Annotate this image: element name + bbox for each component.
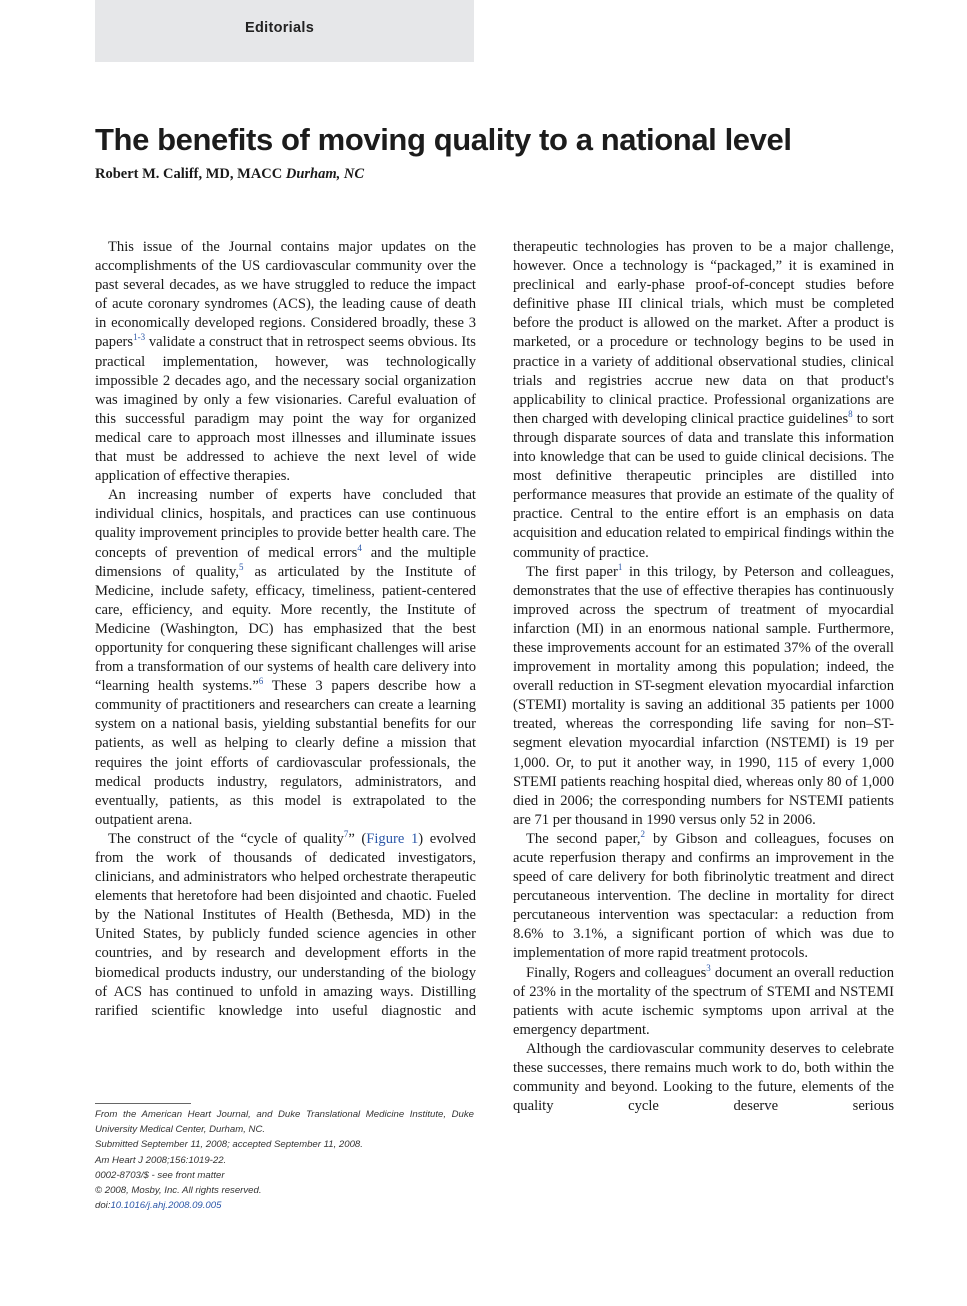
affiliation-note: From the American Heart Journal, and Duke Translational Medicine Institute, Duke University Medical Center, Durham, NC. bbox=[95, 1109, 474, 1136]
section-header-tab bbox=[95, 0, 474, 62]
reference-citation[interactable]: 4 bbox=[357, 542, 362, 553]
issn-note: 0002-8703/$ - see front matter bbox=[95, 1169, 225, 1181]
author-location: Durham, NC bbox=[285, 166, 365, 182]
byline bbox=[95, 166, 364, 183]
section-label: Editorials bbox=[245, 20, 315, 36]
reference-citation[interactable]: 7 bbox=[343, 829, 349, 840]
paragraph: Finally, Rogers and colleagues$^3$ document an overall reduction of 23% in the mortality of the spectrum of STEMI and NSTEMI patients with acute ischemic symptoms upon arrival at the emergency department. bbox=[513, 962, 894, 1038]
body-column-right bbox=[513, 238, 894, 1116]
paragraph: The construct of the “cycle of quality$^7$” (Figure 1) evolved from the work of thousands of dedicated investigators, clinicians, and administrators who helped orchestrate therapeutic elements that heretofore had been disjointed and chaotic. Fueled by the National Institutes of Health (Bethesda, MD) in the United States, by publicly funded science agencies in other countries, and by research and development efforts in the biomedical products industry, our understanding of the biology of ACS has continued to unfold in amazing ways. Distilling rarified scientific knowledge into useful diagnostic and bbox=[95, 829, 476, 1019]
author-name: Robert M. Califf, MD, MACC bbox=[95, 166, 283, 182]
submission-note: Submitted September 11, 2008; accepted September 11, 2008. bbox=[95, 1139, 363, 1151]
citation-note: Am Heart J 2008;156:1019-22. bbox=[95, 1154, 227, 1166]
paragraph: The first paper$^1$ in this trilogy, by Peterson and colleagues, demonstrates that the use of effective therapies has continuously improved across the spectrum of treatment of myocardial infarction (MI) in an enormous national sample. Furthermore, these improvements account for an estimated 37% of the overall improvement in mortality among this population; indeed, the overall reduction in ST-segment elevation myocardial infarction (STEMI) mortality is saving an additional 35 patients per 1000 treated, whereas the corresponding life saving for non–ST-segment elevation myocardial infarction (NSTEMI) is 19 per 1,000. Or, to put it another way, in 1990, 115 of every 1,000 STEMI patients reaching hospital died, whereas only 80 of 1,000 died in 2006; the corresponding numbers for NSTEMI patients are 71 per thousand in 1990 versus only 52 in 2006. bbox=[513, 561, 894, 828]
reference-citation[interactable]: 1 bbox=[617, 561, 623, 572]
reference-citation[interactable]: 3 bbox=[706, 962, 711, 973]
reference-citation[interactable]: 6 bbox=[258, 676, 264, 687]
article-title: The benefits of moving quality to a national level bbox=[95, 122, 792, 157]
body-column-left bbox=[95, 238, 476, 1021]
paragraph: This issue of the Journal contains major updates on the accomplishments of the US cardiovascular community over the past several decades, as we have struggled to reduce the impact of acute coronary syndromes (ACS), the leading cause of death in economically developed regions. Considered broadly, these 3 papers$^{1-3}$ validate a construct that in retrospect seems obvious. Its practical implementation, however, was technologically impossible 2 decades ago, and the necessary social organization was imagined by only a few visionaries. Careful evaluation of this successful paradigm may point the way for organized medical care to approach most illnesses and illuminate issues that must be addressed to achieve the next level of wide application of effective therapies. bbox=[95, 239, 476, 485]
reference-citation[interactable]: 2 bbox=[640, 829, 646, 840]
paragraph: The second paper,$^2$ by Gibson and colleagues, focuses on acute reperfusion therapy and confirms an improvement in the speed of care delivery for both fibrinolytic treatment and direct percutaneous intervention. The decline in mortality for direct percutaneous intervention was spectacular: a reduction from 8.6% to 3.1%, a significant portion of which was due to implementation of more rapid treatment protocols. bbox=[513, 829, 894, 962]
paragraph: Although the cardiovascular community deserves to celebrate these successes, there remains much work to do, both within the community and beyond. Looking to the future, elements of the quality cycle deserve serious bbox=[513, 1040, 894, 1115]
paragraph: An increasing number of experts have concluded that individual clinics, hospitals, and practices can use continuous quality improvement principles to provide better health care. The concepts of prevention of medical errors$^4$ and the multiple dimensions of quality,$^5$ as articulated by the Institute of Medicine, include safety, efficacy, timeliness, patient-centered care, efficiency, and equity. More recently, the Institute of Medicine (Washington, DC) has emphasized that the best opportunity for conquering these significant challenges will arise from a transformation of our systems of health care delivery into “learning health systems.”$^6$ These 3 papers describe how a community of practitioners and researchers can create a learning system on a national basis, yielding substantial benefits for our patients, as well as helping to clearly define a mission that requires the joint efforts of cardiovascular professionals, the medical products industry, regulators, administrators, and eventually, patients, as this model is extrapolated to the outpatient arena. bbox=[95, 487, 476, 828]
reference-citation[interactable]: 8 bbox=[848, 408, 853, 419]
footnotes bbox=[95, 1107, 474, 1213]
figure-link[interactable]: Figure 1 bbox=[366, 830, 419, 847]
copyright-note: © 2008, Mosby, Inc. All rights reserved. bbox=[95, 1185, 262, 1197]
paragraph: therapeutic technologies has proven to be a major challenge, however. Once a technology is “packaged,” it is examined in preclinical and early-phase proof-of-concept studies before definitive phase III clinical trials, which must be completed before the product is allowed on the market. After a product is marketed, or a procedure or technology begins to be used in practice in a variety of additional observational studies, clinical trials and registries accrue new data on that product's applicability to clinical practice. Professional organizations are then charged with developing clinical practice guidelines$^8$ to sort through disparate sources of data and translate this information into knowledge that can be used to guide clinical decisions. The most definitive therapeutic principles are distilled into performance measures that provide an estimate of the quality of practice. Central to the entire effort is an emphasis on data acquisition and education related to empirical findings within the community of practice. bbox=[513, 239, 894, 561]
doi-link[interactable]: 10.1016/j.ahj.2008.09.005 bbox=[110, 1200, 222, 1212]
doi-note: doi:10.1016/j.ahj.2008.09.005 bbox=[95, 1200, 222, 1212]
footnote-divider bbox=[95, 1103, 191, 1104]
reference-citation[interactable]: 5 bbox=[239, 561, 244, 572]
reference-citation[interactable]: 1-3 bbox=[133, 332, 146, 343]
